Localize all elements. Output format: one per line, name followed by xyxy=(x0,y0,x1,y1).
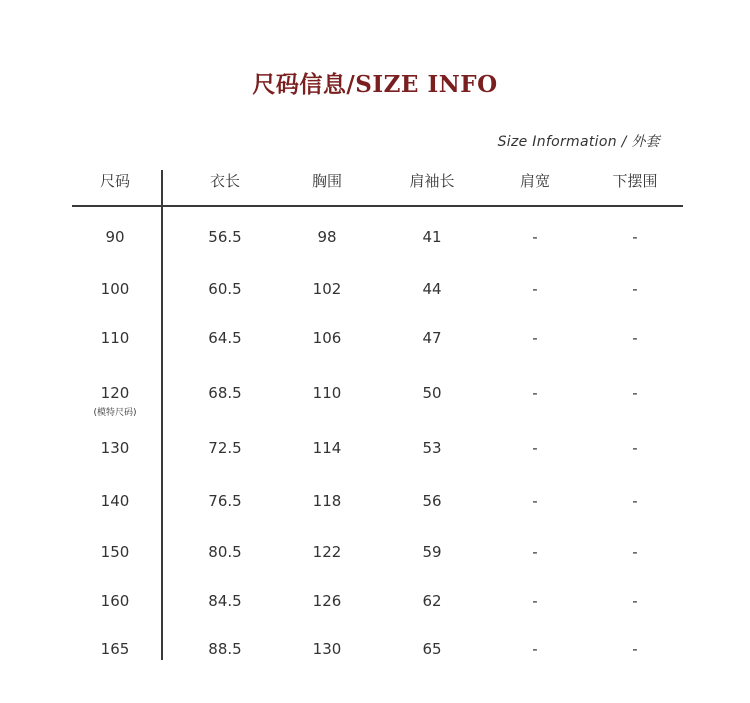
size-column-divider xyxy=(161,170,163,660)
chest-cell: 118 xyxy=(312,492,342,510)
shoulder-cell: - xyxy=(532,329,538,347)
length-cell: 68.5 xyxy=(208,384,242,402)
chest-cell: 130 xyxy=(312,640,342,658)
size-cell: 140 xyxy=(100,492,130,510)
length-cell: 60.5 xyxy=(208,280,242,298)
size-cell: 90 xyxy=(105,228,125,246)
hem-header: 下摆围 xyxy=(612,172,658,190)
shoulder-cell: - xyxy=(532,640,538,658)
length-cell: 76.5 xyxy=(208,492,242,510)
sleeve-cell: 50 xyxy=(422,384,442,402)
length-cell: 56.5 xyxy=(208,228,242,246)
table-subtitle: Size Information / 外套 xyxy=(497,134,660,150)
sleeve-cell: 41 xyxy=(422,228,442,246)
shoulder-cell: - xyxy=(532,280,538,298)
size-cell: 110 xyxy=(100,329,130,347)
length-cell: 84.5 xyxy=(208,592,242,610)
chest-cell: 110 xyxy=(312,384,342,402)
size-header: 尺码 xyxy=(99,172,130,190)
size-cell: 160 xyxy=(100,592,130,610)
chest-cell: 114 xyxy=(312,439,342,457)
sleeve-header: 肩袖长 xyxy=(409,172,455,190)
sleeve-cell: 47 xyxy=(422,329,442,347)
chest-header: 胸围 xyxy=(311,172,342,190)
chest-cell: 98 xyxy=(317,228,337,246)
shoulder-cell: - xyxy=(532,439,538,457)
shoulder-cell: - xyxy=(532,543,538,561)
length-header: 衣长 xyxy=(209,172,240,190)
sleeve-cell: 65 xyxy=(422,640,442,658)
hem-cell: - xyxy=(632,492,638,510)
sleeve-cell: 56 xyxy=(422,492,442,510)
chest-cell: 122 xyxy=(312,543,342,561)
header-divider xyxy=(72,205,683,207)
chest-cell: 106 xyxy=(312,329,342,347)
page-title: 尺码信息/SIZE INFO xyxy=(252,71,498,98)
hem-cell: - xyxy=(632,543,638,561)
sleeve-cell: 44 xyxy=(422,280,442,298)
size-cell: 165 xyxy=(100,640,130,658)
shoulder-cell: - xyxy=(532,492,538,510)
hem-cell: - xyxy=(632,640,638,658)
hem-cell: - xyxy=(632,439,638,457)
shoulder-cell: - xyxy=(532,228,538,246)
hem-cell: - xyxy=(632,592,638,610)
length-cell: 72.5 xyxy=(208,439,242,457)
sleeve-cell: 62 xyxy=(422,592,442,610)
hem-cell: - xyxy=(632,280,638,298)
hem-cell: - xyxy=(632,329,638,347)
shoulder-header: 肩宽 xyxy=(519,172,550,190)
size-cell: 120 xyxy=(100,384,130,402)
shoulder-cell: - xyxy=(532,384,538,402)
model-size-note: (模特尺码) xyxy=(93,408,137,418)
length-cell: 88.5 xyxy=(208,640,242,658)
chest-cell: 126 xyxy=(312,592,342,610)
hem-cell: - xyxy=(632,228,638,246)
hem-cell: - xyxy=(632,384,638,402)
size-cell: 100 xyxy=(100,280,130,298)
size-cell: 150 xyxy=(100,543,130,561)
sleeve-cell: 53 xyxy=(422,439,442,457)
length-cell: 80.5 xyxy=(208,543,242,561)
shoulder-cell: - xyxy=(532,592,538,610)
chest-cell: 102 xyxy=(312,280,342,298)
size-cell: 130 xyxy=(100,439,130,457)
length-cell: 64.5 xyxy=(208,329,242,347)
sleeve-cell: 59 xyxy=(422,543,442,561)
